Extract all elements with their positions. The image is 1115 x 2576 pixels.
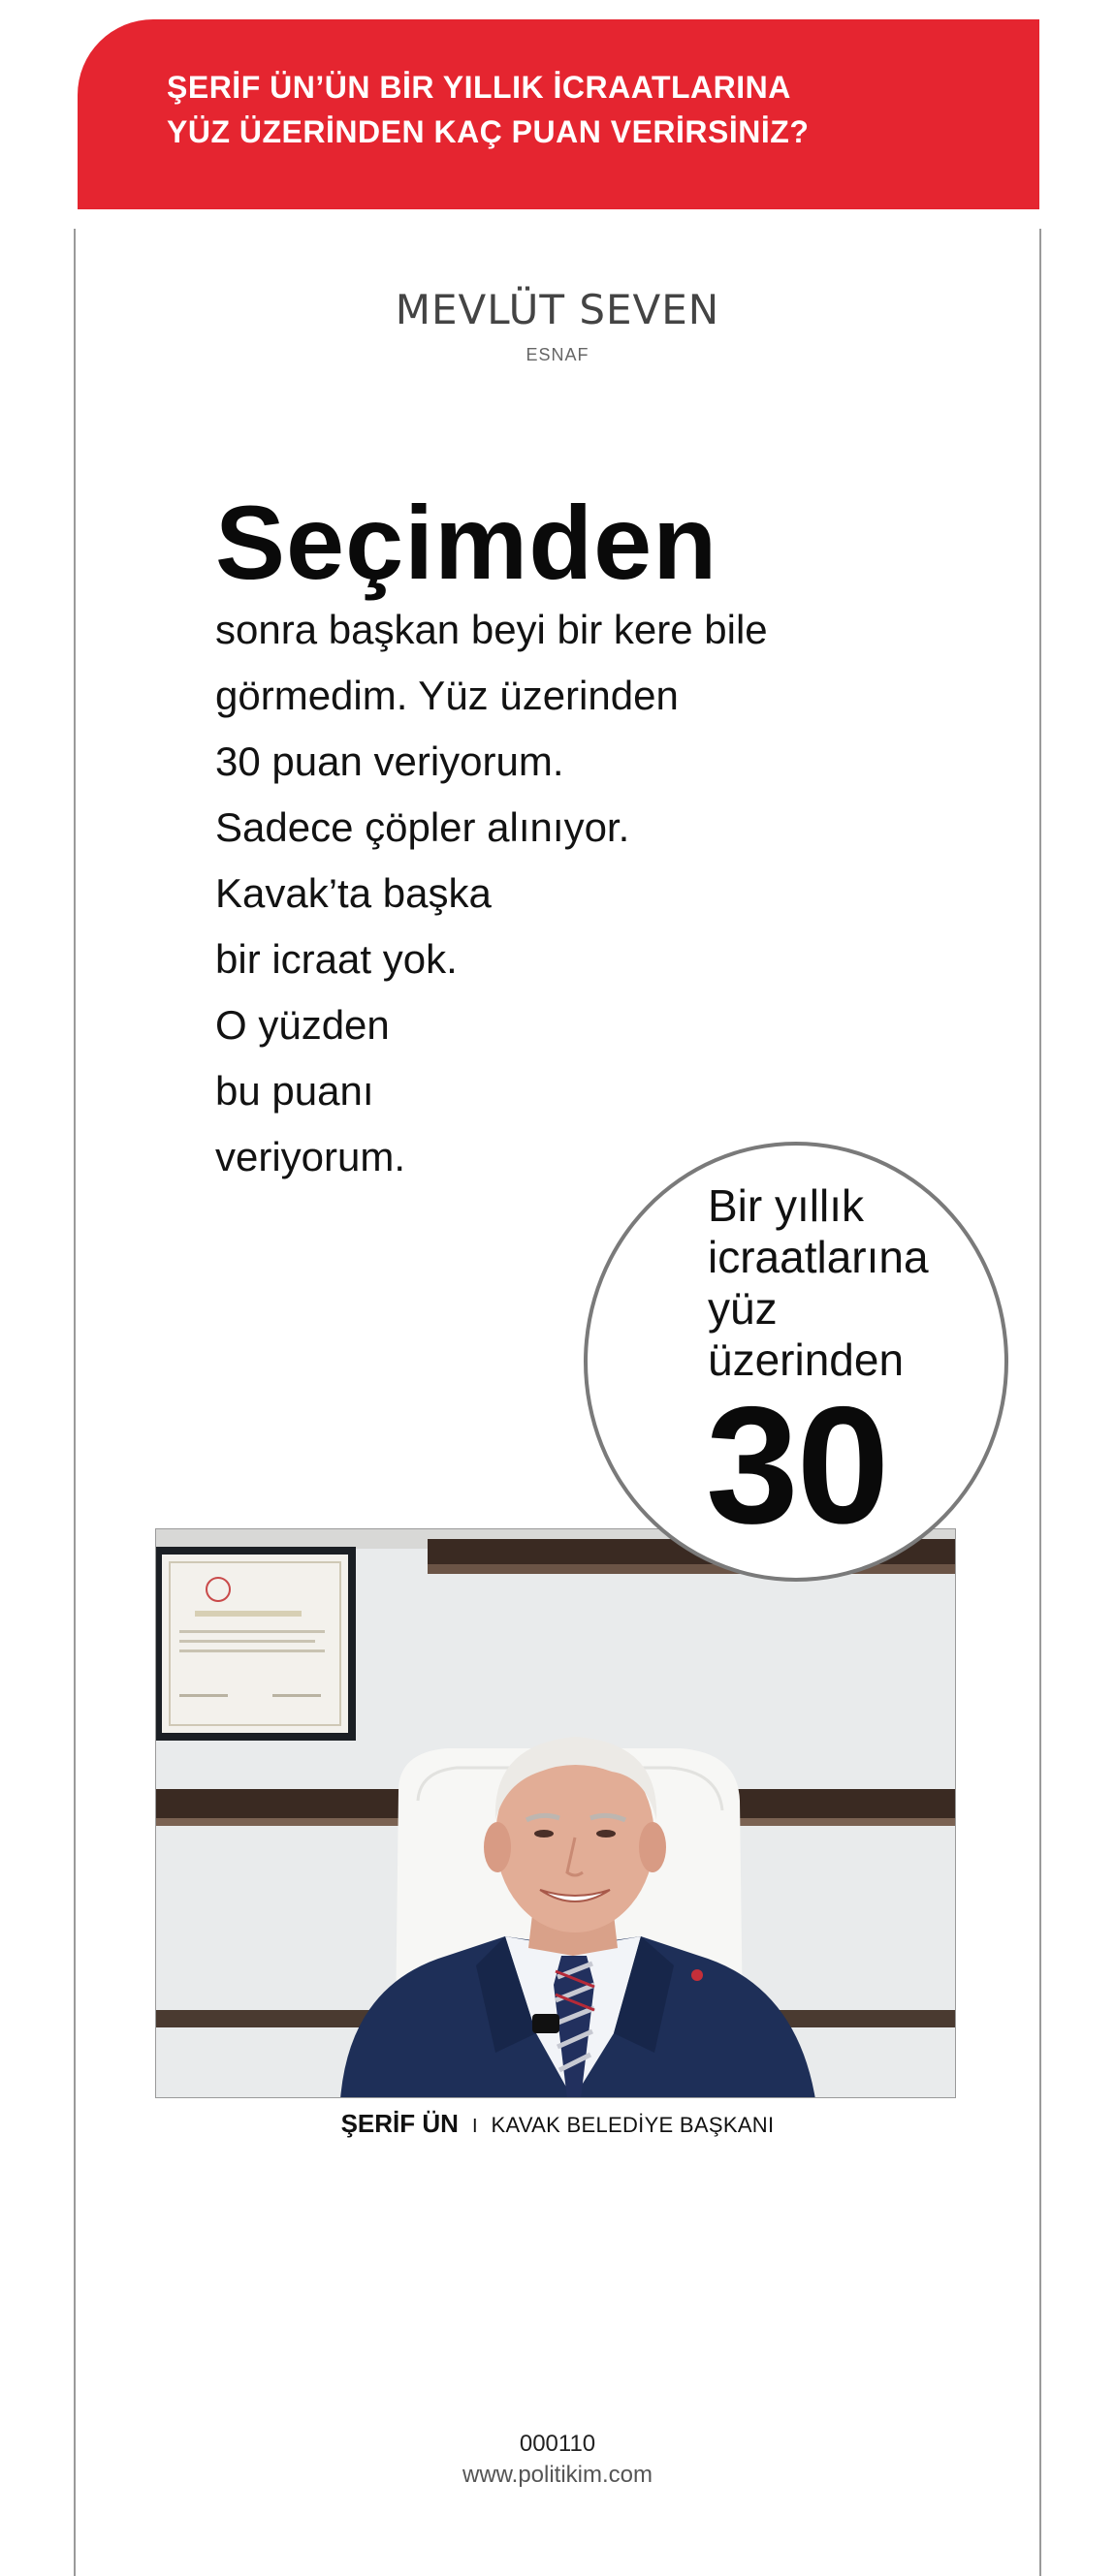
respondent-name: MEVLÜT SEVEN bbox=[395, 286, 720, 333]
score-value: 30 bbox=[706, 1372, 888, 1558]
mayor-photo bbox=[155, 1528, 956, 2098]
quote-line: bu puanı bbox=[215, 1068, 374, 1114]
footer-url[interactable]: www.politikim.com bbox=[462, 2462, 653, 2488]
quote-line: sonra başkan beyi bir kere bile bbox=[215, 607, 768, 652]
footer-code: 000110 bbox=[519, 2431, 596, 2457]
caption-separator: I bbox=[471, 2116, 478, 2137]
banner-line-2: YÜZ ÜZERİNDEN KAÇ PUAN VERİRSİNİZ? bbox=[167, 114, 810, 149]
photo-caption bbox=[0, 2109, 1115, 2139]
banner-line-1: ŞERİF ÜN’ÜN BİR YILLIK İCRAATLARINA bbox=[167, 70, 791, 105]
quote-line: veriyorum. bbox=[215, 1134, 406, 1179]
quote-headline: Seçimden bbox=[215, 484, 718, 601]
quote-line: 30 puan veriyorum. bbox=[215, 738, 564, 784]
score-badge-label bbox=[708, 1180, 929, 1386]
respondent-role: ESNAF bbox=[526, 345, 589, 364]
quote-line: görmedim. Yüz üzerinden bbox=[215, 673, 679, 718]
score-badge-line: üzerinden bbox=[708, 1335, 905, 1385]
quote-line: Sadece çöpler alınıyor. bbox=[215, 804, 630, 850]
score-badge-line: yüz bbox=[708, 1283, 778, 1334]
quote-body bbox=[215, 597, 797, 1190]
score-badge-line: icraatlarına bbox=[708, 1232, 929, 1282]
quote-line: O yüzden bbox=[215, 1002, 390, 1048]
caption-title: KAVAK BELEDİYE BAŞKANI bbox=[491, 2113, 775, 2137]
score-badge bbox=[584, 1142, 1008, 1582]
quote-line: Kavak’ta başka bbox=[215, 870, 492, 916]
quote-line: bir icraat yok. bbox=[215, 936, 458, 982]
caption-name: ŞERİF ÜN bbox=[340, 2109, 459, 2138]
score-badge-line: Bir yıllık bbox=[708, 1180, 864, 1231]
question-banner bbox=[78, 19, 1039, 209]
